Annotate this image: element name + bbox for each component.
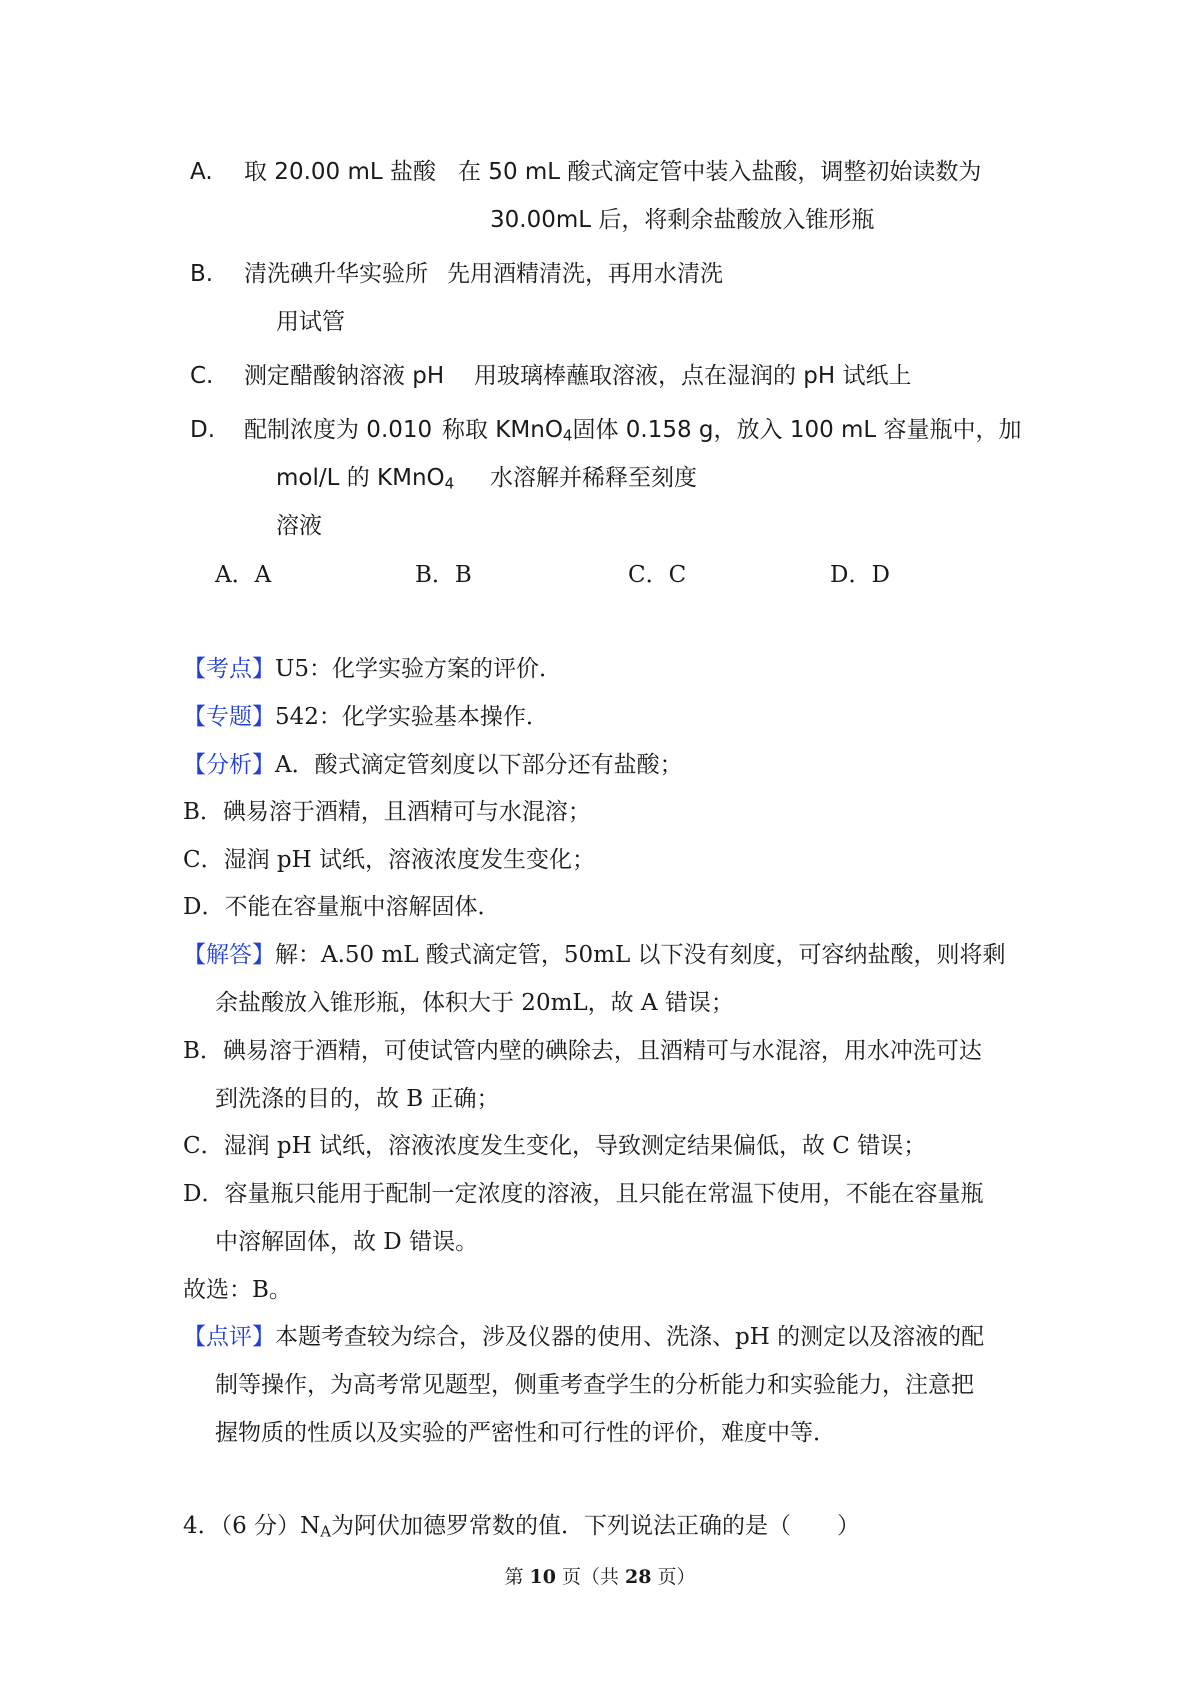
jieda-b-line1: B．碘易溶于酒精，可使试管内壁的碘除去，且酒精可与水混溶，用水冲洗可达 <box>183 1038 982 1064</box>
choice-d: D．D <box>830 562 890 588</box>
kaodian-tag: 【考点】 <box>183 656 275 682</box>
option-c-purpose: 测定醋酸钠溶液 pH <box>244 363 445 389</box>
fenxi-line-a: 【分析】A．酸式滴定管刻度以下部分还有盐酸； <box>183 752 683 778</box>
choice-b: B．B <box>415 562 472 588</box>
option-b-operation: 先用酒精清洗，再用水清洗 <box>447 261 723 287</box>
choice-c: C．C <box>628 562 687 588</box>
option-letter-a: A. <box>190 159 213 185</box>
jieda-d-line1: D．容量瓶只能用于配制一定浓度的溶液，且只能在常温下使用，不能在容量瓶 <box>183 1181 984 1207</box>
fenxi-line-c: C．湿润 pH 试纸，溶液浓度发生变化； <box>183 847 596 873</box>
kaodian-line: 【考点】U5：化学实验方案的评价． <box>183 656 563 682</box>
option-d-purpose-line3: 溶液 <box>276 513 322 539</box>
option-d-operation-line1: 称取 KMnO$_4$固体 0.158 g，放入 100 mL 容量瓶中，加 <box>442 417 1022 445</box>
option-b-purpose-line2: 用试管 <box>276 309 345 335</box>
dianping-line1: 【点评】本题考查较为综合，涉及仪器的使用、洗涤、pH 的测定以及溶液的配 <box>183 1324 985 1350</box>
option-a-purpose: 取 20.00 mL 盐酸 <box>244 159 436 185</box>
jieda-tag: 【解答】 <box>183 942 275 968</box>
page-footer: 第 10 页（共 28 页） <box>504 1566 696 1588</box>
option-letter-d: D. <box>190 417 216 443</box>
fenxi-line-b: B．碘易溶于酒精，且酒精可与水混溶； <box>183 799 591 825</box>
choice-a: A．A <box>215 562 272 588</box>
option-a-operation-line1: 在 50 mL 酸式滴定管中装入盐酸，调整初始读数为 <box>458 159 982 185</box>
jieda-final: 故选：B。 <box>183 1277 292 1303</box>
page-number: 10 <box>529 1566 556 1588</box>
question-4: 4．（6 分）$N_A$为阿伏加德罗常数的值．下列说法正确的是（ ） <box>183 1513 860 1541</box>
jieda-a-line1: 【解答】解：A.50 mL 酸式滴定管，50mL 以下没有刻度，可容纳盐酸，则将剩 <box>183 942 1006 968</box>
option-d-purpose-line2: mol/L 的 KMnO$_4$ <box>276 465 455 493</box>
jieda-a-line2: 余盐酸放入锥形瓶，体积大于 20mL，故 A 错误； <box>215 990 734 1016</box>
fenxi-tag: 【分析】 <box>183 752 275 778</box>
option-b-purpose-line1: 清洗碘升华实验所 <box>244 261 428 287</box>
option-c-operation: 用玻璃棒蘸取溶液，点在湿润的 pH 试纸上 <box>474 363 912 389</box>
zhuanti-tag: 【专题】 <box>183 704 275 730</box>
fenxi-line-d: D．不能在容量瓶中溶解固体． <box>183 894 501 920</box>
option-d-operation-line2: 水溶解并稀释至刻度 <box>490 465 697 491</box>
option-d-purpose-line1: 配制浓度为 0.010 <box>244 417 433 443</box>
dianping-line3: 握物质的性质以及实验的严密性和可行性的评价，难度中等． <box>215 1420 836 1446</box>
jieda-b-line2: 到洗涤的目的，故 B 正确； <box>215 1086 500 1112</box>
option-a-operation-line2: 30.00mL 后，将剩余盐酸放入锥形瓶 <box>490 207 875 233</box>
page-total: 28 <box>625 1566 652 1588</box>
jieda-d-line2: 中溶解固体，故 D 错误。 <box>215 1229 479 1255</box>
zhuanti-line: 【专题】542：化学实验基本操作． <box>183 704 549 730</box>
jieda-c-line1: C．湿润 pH 试纸，溶液浓度发生变化，导致测定结果偏低，故 C 错误； <box>183 1133 927 1159</box>
option-letter-c: C. <box>190 363 214 389</box>
option-letter-b: B. <box>190 261 214 287</box>
dianping-tag: 【点评】 <box>183 1324 275 1350</box>
dianping-line2: 制等操作，为高考常见题型，侧重考查学生的分析能力和实验能力，注意把 <box>215 1372 974 1398</box>
